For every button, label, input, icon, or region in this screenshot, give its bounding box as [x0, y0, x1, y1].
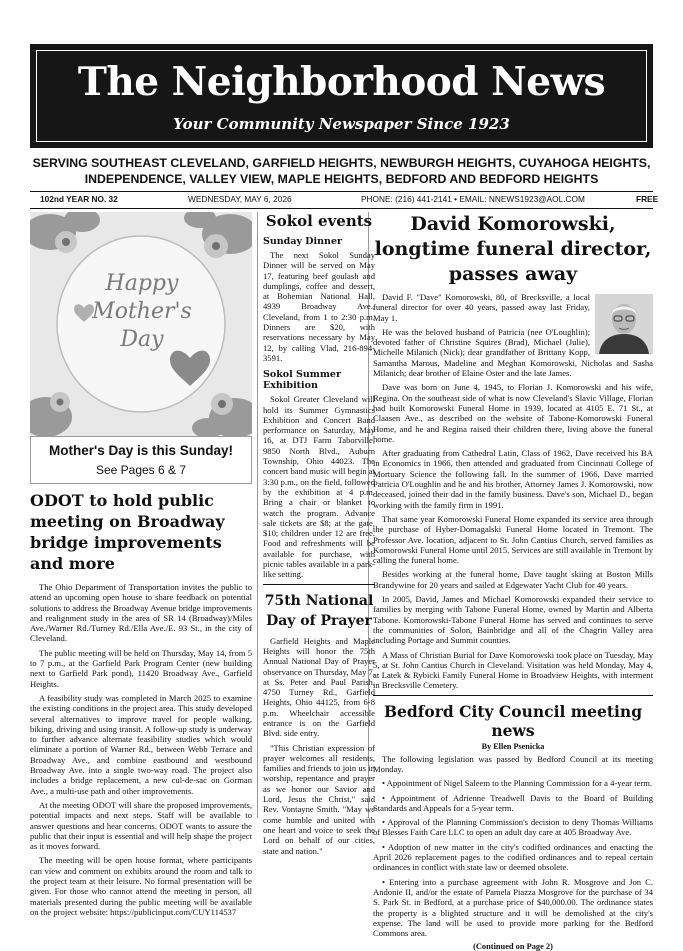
right-column [373, 212, 653, 951]
article-paragraph: He was the beloved husband of Patricia (nee O'Loughlin); devoted father of Christine Squires (Brad), Michael (Julie), Michelle Milanich (Nick); dear grandfather of Brittany Kopp, Samantha Marous, Madeline and Meghan Komorowski, Nicholas and Sasha Milanich; dear brother of Elaine Oster and the late James. [373, 326, 653, 379]
article-paragraph: • Appointment of Nigel Saleem to the Planning Commission for a 4-year term. [382, 778, 653, 789]
article-paragraph: "This Christian expression of prayer welcomes all residents, families and friends to join us in worship, repentance and prayer as we honor our Savior and Lord, Jesus the Christ," said Rev. Vontayne Smith. "May we come humble and united with one heart and voice to seek the Lord on behalf of our cities, state and nation." [263, 742, 375, 856]
sokol-subheading: Sokol Summer Exhibition [263, 369, 341, 392]
article-paragraph: In 2005, David, James and Michael Komorowski expanded their service to families by merging with Tabone Funeral Home, owned by Martin and Alberta Tabone. Komorowski-Tabone Funeral Home has served and continues to serve the communities of Solon, Bainbridge and all of the Chagrin Valley area including Portage and Summit counties. [373, 594, 653, 646]
masthead [30, 44, 653, 148]
ad-caption: Mother's Day is this Sunday! [49, 443, 233, 458]
bedford-article [373, 754, 653, 939]
article-paragraph: The Ohio Department of Transportation invites the public to attend an upcoming open house to share feedback on potential solutions to address the Broadway Avenue bridge improvements and realignment study in the area of SR 14 (Broadway)/Miles Ave./Warner Rd./Turney Rd./Ella Ave./E. 93 St., in the city of Cleveland. [30, 582, 252, 644]
service-area-line: SERVING SOUTHEAST CLEVELAND, GARFIELD HEIGHTS, NEWBURGH HEIGHTS, CUYAHOGA HEIGHTS, [32, 156, 651, 170]
sokol-exhibition-article [263, 394, 375, 579]
article-paragraph: The meeting will be open house format, where participants can view and comment on exhibits around the room and talk to the project team at their leisure. No formal presentation will be given. For those who cannot attend the meeting in person, all materials presented during the public meeting will be available on the project website: https://publicinput.com/CUY114537 [30, 855, 252, 917]
article-paragraph: The public meeting will be held on Thursday, May 14, from 5 to 7 p.m., at the Garfield Park Program Center (new building next to Garfield Park pond), 11420 Broadway Ave., Garfield Heights. [30, 647, 252, 689]
portrait-photo [595, 294, 653, 354]
article-paragraph: Sokol Greater Cleveland will hold its Summer Gymnastics Exhibition and Concert Band performance on Saturday, May 16, at DTJ Farm Taborville, 9850 North Blvd., Auburn Township, Ohio 44023. The concert band music will begin at 3:30 p.m., on the field, followed by the exhibition at 4 p.m. Bring a chair or blanket to watch the program. Advance sale tickets are $8; at the gate, $10; children under 12 are free. Food and refreshments will be available for purchase, with picnic tables available in a park-like setting. [263, 394, 375, 580]
ad-greeting-line: Happy [105, 271, 179, 296]
obituary-headline: David Komorowski, longtime funeral director, passes away [374, 213, 652, 285]
price-label: FREE [636, 194, 659, 204]
obituary-article [373, 292, 653, 691]
article-paragraph: After graduating from Cathedral Latin, Class of 1962, Dave received his BA in Economics in 1966, then attended and graduated from Cincinnati College of Mortuary Science the following fall. In the summer of 1966, Dave married Patricia O'Loughlin and he and his brother, Attorney James J. Komorowski, now deceased, joined their dad in the family business. Dave's son, Michael D., began working with the family firm in 1991. [373, 448, 653, 510]
newspaper-tagline: Your Community Newspaper Since 1923 [173, 115, 510, 133]
article-paragraph: A Mass of Christian Burial for Dave Komorowski took place on Tuesday, May 5, at St. John Cantius Church in Cleveland. Visitation was held Monday, May 4, at Latek & Rybicki Family Funeral Home in Broadview Heights, with interment in Brecksville Cemetery. [373, 649, 653, 691]
ad-caption-box [30, 436, 252, 484]
issue-date: WEDNESDAY, MAY 6, 2026 [188, 194, 292, 204]
prayer-headline: 75th National Day of Prayer [263, 584, 375, 631]
article-paragraph: That same year Komorowski Funeral Home expanded its service area through the purchase of Hyber-Domagalski Funeral Home located in Tremont. The Professor Ave. location, adjacent to St. John Cantius Church, served families as Komorowski Funeral Home until 2015. Services are still available in Tremont by calling the funeral home. [373, 513, 653, 566]
odot-article [30, 582, 252, 917]
continued-link[interactable]: (Continued on Page 2) [473, 942, 553, 951]
middle-column [263, 212, 375, 860]
column-divider [257, 212, 258, 818]
article-paragraph: • Entering into a purchase agreement with John R. Mosgrove and Jon C. Andonie II, and/or the estate of Pamela Piazza Mosgrove for the purchase of 34 S. Park St. in Bedford, at a purchase price of $40,000.00. The ordinance states the property is a blighted structure and it will be demolished at the city's expense. The land will be used to provide more parking for the Bedford Commons area. [373, 876, 653, 939]
sokol-dinner-article [263, 250, 375, 363]
mothers-day-graphic [30, 212, 252, 436]
odot-headline: ODOT to hold public meeting on Broadway bridge improvements and more [30, 491, 225, 573]
article-paragraph: A feasibility study was completed in March 2025 to examine the existing conditions in the project area. This study developed several alternatives to improve travel for people walking, biking, driving and using transit. A follow-up study is underway to further advance alternate feasibility studies which would eliminate a portion of Warner Rd., between Webb Terrace and Broadway Ave., and combine eastbound and westbound Broadway Ave. into a single two-way road. The project also includes a bridge replacement, a new cul-de-sac on Gorman Ave., a multi-use path and other improvements. [30, 692, 252, 796]
service-area-line: INDEPENDENCE, VALLEY VIEW, MAPLE HEIGHTS, BEDFORD AND BEDFORD HEIGHTS [84, 172, 599, 186]
article-paragraph: • Adoption of new matter in the city's codified ordinances and enacting the April 2026 replacement pages to the codified ordinances and to repeal certain ordinances in conflict with state law or deemed obsolete. [373, 841, 653, 873]
article-paragraph: • Appointment of Adrienne Treadwell Davis to the Board of Building Standards and Appeals for a 5-year term. [373, 792, 653, 813]
sokol-heading: Sokol events [265, 212, 373, 230]
sokol-subheading: Sunday Dinner [263, 236, 343, 247]
dateline-bar [30, 191, 659, 209]
article-paragraph: The next Sokol Sunday Dinner will be served on May 17, featuring beef goulash and dumplings, coffee and dessert, at Bohemian National Hall, 4939 Broadway Ave., Cleveland, from 1 to 2:30 p.m. Dinners are $20, with reservations necessary by May 12, by calling Vlad, 216-894-3591. [263, 250, 375, 363]
ad-greeting-line: Mother's [92, 299, 192, 324]
ad-page-reference: See Pages 6 & 7 [95, 463, 187, 477]
byline: By Ellen Psenicka [481, 741, 545, 751]
masthead-frame [36, 50, 647, 142]
floral-frame-illustration [30, 212, 252, 436]
article-paragraph: The following legislation was passed by Bedford Council at its meeting Monday. [373, 753, 653, 774]
bedford-headline: Bedford City Council meeting news [373, 695, 653, 740]
prayer-article [263, 636, 375, 856]
contact-info: PHONE: (216) 441-2141 • EMAIL: NNEWS1923@AOL.COM [361, 194, 585, 204]
article-paragraph: Besides working at the funeral home, Dave taught skiing at Boston Mills Brandywine for 20 years and sailed at Edgewater Yacht Club for 40 years. [373, 569, 653, 590]
service-area [30, 155, 653, 187]
newspaper-title: The Neighborhood News [77, 59, 606, 105]
left-column [30, 212, 252, 921]
portrait-illustration [595, 294, 653, 354]
article-paragraph: Garfield Heights and Maple Heights will honor the 75th Annual National Day of Prayer observance on Thursday, May 7, at Ss. Peter and Paul Parish, 4750 Turney Rd., Garfield Heights, Ohio 44125, from 6-8 p.m. Wheelchair accessible entrance is on the Garfield Blvd. side entry. [263, 635, 375, 739]
article-paragraph: Dave was born on June 4, 1945, to Florian J. Komorowski and his wife, Regina. On the southeast side of what is now Cleveland's Slavic Village, Florian had built Komorowski Funeral Home in 1939, located at 4105 E. 71 St., at Claasen Ave., as described on the website of Tabone-Komorowski Funeral Home, and he and Regina raised their children there, living above the funeral home. [373, 382, 653, 444]
article-paragraph: • Approval of the Planning Commission's decision to deny Thomas Williams of Blesses Faith Care LLC to open an adult day care at 405 Broadway Ave. [373, 817, 653, 838]
ad-greeting-line: Day [120, 327, 164, 352]
article-paragraph: David F. "Dave" Komorowski, 80, of Brecksville, a local funeral director for over 40 years, passed away last Friday, May 1. [373, 292, 590, 323]
issue-number: 102nd YEAR NO. 32 [40, 194, 118, 204]
article-paragraph: At the meeting ODOT will share the proposed improvements, potential impacts and next steps. Staff will be available to answer questions and hear concerns. ODOT wants to assure the public that their input is essential and will help shape the project as it moves forward. [30, 799, 252, 852]
